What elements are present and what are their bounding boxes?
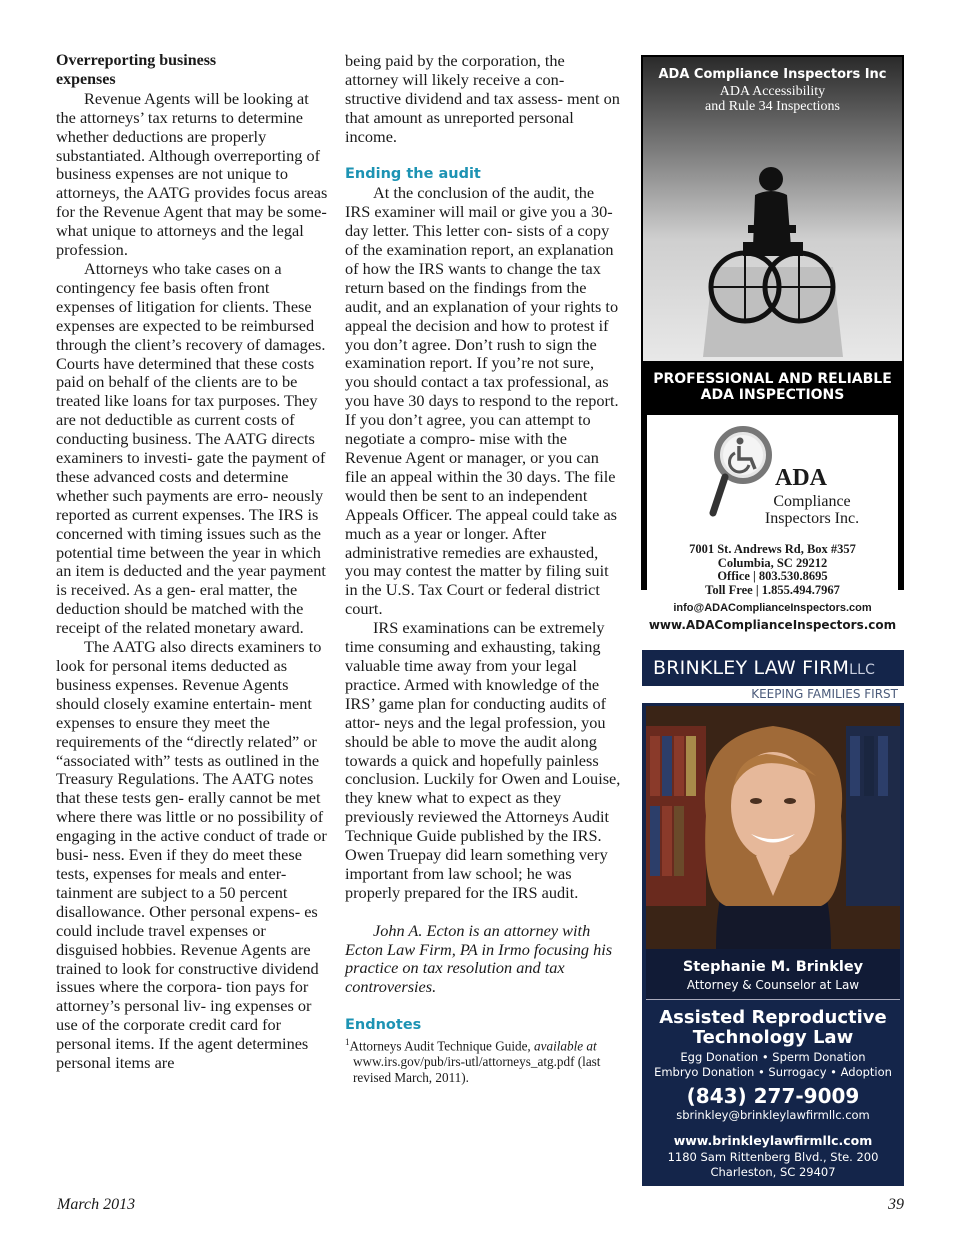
- footnote-available: available at: [534, 1038, 597, 1054]
- brinkley-address-line1: 1180 Sam Rittenberg Blvd., Ste. 200: [667, 1150, 879, 1164]
- footnote-url: www.irs.gov/pub/irs-utl/attorneys_atg.pdf (last revised March, 2011).: [353, 1054, 601, 1085]
- brinkley-firm-label: BRINKLEY LAW FIRM: [653, 657, 850, 679]
- brinkley-email: sbrinkley@brinkleylawfirmllc.com: [676, 1108, 870, 1122]
- practice-area-line2: Technology Law: [692, 1027, 854, 1048]
- brinkley-advertisement: [642, 650, 904, 1186]
- ada-office-phone: Office | 803.530.8695: [717, 569, 828, 583]
- ada-contact-panel: [647, 415, 898, 640]
- ada-subtitle-line1: ADA Accessibility: [719, 84, 826, 99]
- brinkley-phone: (843) 277-9009: [686, 1084, 860, 1108]
- section-heading-ending-audit: Ending the audit: [345, 166, 481, 183]
- brinkley-services-list: [642, 1050, 904, 1080]
- article-column-2: [345, 52, 621, 1085]
- brinkley-practice-area: [642, 1008, 904, 1048]
- brinkley-name-box: [646, 949, 900, 1000]
- ada-ad-title: ADA Compliance Inspectors Inc: [658, 67, 887, 82]
- paragraph: The AATG also directs examiners to look for personal items deducted as business expenses. Revenue Agents should closely examine entertain- ment expenses to ensure they meet the requirements of the “directly related” or “associated with” tests as outlined in the Treasury Regulations. The AATG notes that these tests gen- erally cannot be met where there was little or no possibility of engaging in the active conduct of trade or busi- ness. Even if they do meet these tests, expenses for meals and enter- tainment are subject to a 50 percent disallowance. Other personal expens- es could include travel expenses or disguised hobbies. Revenue Agents are trained to look for constructive dividend issues where the corpora- tion pays for attorney’s personal liv- ing expenses or use of the corporate credit card for personal items. If the agent determines personal items are: [56, 637, 327, 1073]
- ada-advertisement: [641, 55, 904, 632]
- author-bio: John A. Ecton is an attorney with Ecton Law Firm, PA in Irmo focusing his practice on tax resolution and tax controversies.: [345, 920, 613, 997]
- ada-subtitle-line2: and Rule 34 Inspections: [705, 99, 840, 114]
- services-line2: Embryo Donation • Surrogacy • Adoption: [654, 1065, 892, 1079]
- attorney-portrait-image: [646, 706, 900, 949]
- brinkley-tagline: KEEPING FAMILIES FIRST: [642, 686, 904, 703]
- paragraph: IRS examinations can be extremely time consuming and exhausting, taking valuable time away from your legal practice. Armed with knowledge of the IRS’ game plan for conducting audits of attor- neys and the legal profession, you should be able to move the audit along towards a quick and hopefully painless conclusion. Luckily for Owen and Louise, they knew what to expect as they previously reviewed the Attorneys Audit Technique Guide published by the IRS. Owen Truepay did learn something very important from law school; he was properly prepared for the IRS audit.: [345, 618, 621, 902]
- ada-logo-subtitle: [742, 493, 882, 527]
- ada-logo-sub-line2: Inspectors Inc.: [764, 510, 860, 527]
- attorney-name: Stephanie M. Brinkley: [682, 959, 864, 975]
- ada-address: [647, 543, 898, 597]
- brinkley-address: [642, 1150, 904, 1180]
- paragraph: At the conclusion of the audit, the IRS examiner will mail or give you a 30-day letter. This letter con- sists of a copy of the examination report, an explanation of how the IRS wants to change the tax return based on the findings from the audit, and an explanation of your rights to appeal the decision and how to protest if you don’t agree. Don’t rush to sign the examination report. If you’re not sure, you should contact a tax professional, as you have 30 days to respond to the report. If you don’t agree, you can attempt to negotiate a compro- mise with the Revenue Agent or manager, or you can file an appeal within the 30 days. The file would then be sent to an independent Appeals Officer. The appeal could take as much as a year or longer. After administrative remedies are exhausted, you may contest the matter by filing suit in the U.S. Tax Court or federal district court.: [345, 183, 619, 619]
- article-column-1: [56, 52, 330, 1073]
- brinkley-llc-label: LLC: [849, 662, 876, 678]
- footnote-text: Attorneys Audit Technique Guide,: [349, 1038, 535, 1054]
- paragraph: Revenue Agents will be looking at the attorneys’ tax returns to determine whether deductions are properly substantiated. Although overreporting of business expenses are not unique to attorneys, the AATG provides focus areas for the Revenue Agent that may be some- what unique to attorneys and the legal profession.: [56, 88, 328, 260]
- ada-ad-subtitle: [643, 84, 902, 114]
- page-number: 39: [888, 1196, 904, 1213]
- services-line1: Egg Donation • Sperm Donation: [680, 1050, 866, 1064]
- ada-address-line1: 7001 St. Andrews Rd, Box #357: [689, 542, 856, 556]
- footer-date: March 2013: [57, 1196, 136, 1213]
- ada-address-line2: Columbia, SC 29212: [717, 555, 828, 570]
- ada-logo-name: ADA: [775, 465, 827, 491]
- ada-tagline-line1: PROFESSIONAL AND RELIABLE: [653, 371, 892, 387]
- ada-logo-sub-line1: Compliance: [773, 493, 851, 510]
- ada-email: info@ADAComplianceInspectors.com: [673, 602, 872, 614]
- footnote-number: 1: [345, 1037, 350, 1048]
- brinkley-website: www.brinkleylawfirmllc.com: [673, 1133, 873, 1148]
- ada-tagline-line2: ADA INSPECTIONS: [700, 387, 845, 403]
- practice-area-line1: Assisted Reproductive: [659, 1007, 887, 1028]
- footnote: [345, 1035, 621, 1085]
- attorney-role: Attorney & Counselor at Law: [686, 978, 860, 992]
- section-heading-line2: expenses: [56, 70, 116, 88]
- ada-photo-area: [643, 57, 902, 361]
- section-heading: Overreporting business: [56, 52, 217, 69]
- section-heading-endnotes: Endnotes: [345, 1017, 422, 1034]
- ada-tollfree-phone: Toll Free | 1.855.494.7967: [705, 582, 840, 597]
- ada-website: www.ADAComplianceInspectors.com: [648, 618, 897, 632]
- brinkley-address-line2: Charleston, SC 29407: [710, 1165, 836, 1179]
- paragraph: Attorneys who take cases on a contingency fee basis often front expenses of litigation for clients. These expenses are expected to be reimbursed through the client’s recovery of damages. Courts have determined that these costs paid on behalf of the clients are to be treated like loans for tax purposes. They are not deductible as current costs of conducting business. The AATG directs examiners to investi- gate the payment of these advanced costs and determine whether such payments are erro- neously reported as current expenses. The IRS is concerned with timing issues such as the potential time between the year in which an item is deducted and the year payment is received. As a gen- eral matter, the deduction should be matched with the receipt of the related monetary award.: [56, 258, 326, 638]
- brinkley-firm-name: [642, 650, 904, 686]
- wheelchair-silhouette-image: [703, 117, 843, 357]
- ada-tagline: [643, 361, 902, 415]
- paragraph: being paid by the corporation, the attorney will likely receive a con- structive dividend and tax assess- ment on that amount as unreported personal income.: [345, 51, 620, 146]
